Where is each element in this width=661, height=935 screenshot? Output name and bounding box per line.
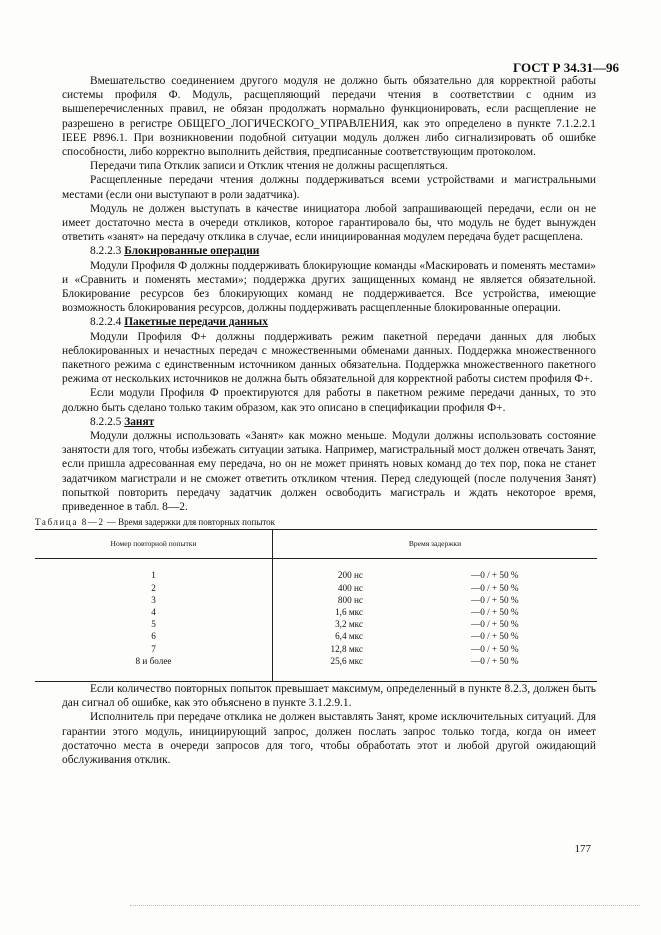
cell-delay: 3,2 мкс xyxy=(335,619,363,630)
table-row xyxy=(35,559,597,582)
section-number: 8.2.2.5 xyxy=(90,415,122,428)
cell-attempt: 2 xyxy=(35,582,273,594)
cell-tolerance: —0 / + 50 % xyxy=(419,655,597,682)
standard-header: ГОСТ Р 34.31—96 xyxy=(513,60,619,75)
cell-delay: 6,4 мкс xyxy=(335,631,363,642)
section-number: 8.2.2.3 xyxy=(90,245,122,258)
paragraph: Если модули Профиля Ф проектируются для работы в пакетном режиме передачи данных, то это должно быть сделано только таким образом, как это описано в спецификации профиля Ф+. xyxy=(62,387,596,414)
cell-delay: 1,6 мкс xyxy=(335,606,363,617)
section-title: Пакетные передачи данных xyxy=(124,316,268,329)
paragraph: Передачи типа Отклик записи и Отклик чтения не должны расщепляться. xyxy=(90,160,448,173)
paragraph: Модуль не должен выступать в качестве инициатора любой запрашивающей передачи, если он не имеет достаточно места в очереди откликов, которое гарантировало бы, что модуль не будет вынужден ответить «занят» на передачу отклика в случае, если инициированная модулем передача будет расщеплена. xyxy=(62,202,596,244)
page-content xyxy=(35,74,596,767)
cell-tolerance: —0 / + 50 % xyxy=(471,643,519,654)
cell-delay: 200 нс xyxy=(337,570,363,581)
cell-attempt: 4 xyxy=(35,606,273,618)
cell-attempt: 1 xyxy=(35,559,273,582)
table-row xyxy=(35,618,597,630)
table-row xyxy=(35,582,597,594)
section-number: 8.2.2.4 xyxy=(90,316,122,329)
table-row xyxy=(35,643,597,655)
paragraph: Модули Профиля Ф должны поддерживать блокирующие команды «Маскировать и поменять местами» и «Сравнить и поменять местами»; поддержка других защищенных команд не является обязательной. Блокирование ресурсов без блокирующих команд не поддерживается. Все устройства, имеющие возможность блокирования ресурсов, должны поддерживать расщепленные блокированные операции. xyxy=(62,259,596,315)
section-heading-8224 xyxy=(62,315,596,329)
cell-delay: 12,8 мкс xyxy=(330,643,363,654)
cell-delay: 25,6 мкс xyxy=(273,655,420,682)
section-heading-8225 xyxy=(62,415,596,429)
cell-attempt: 8 и более xyxy=(35,655,273,682)
table-row xyxy=(35,606,597,618)
cell-delay: 400 нс xyxy=(337,582,363,593)
table-row xyxy=(35,594,597,606)
paragraph: Вмешательство соединением другого модуля не должно быть обязательно для корректной работы системы профиля Ф. Модуль, расщепляющий передачи чтения в соответствии с одним из вышеперечисленных правил, не обязан продолжать нормально функционировать, если расщепление не разрешено в регистре ОБЩЕГО_ЛОГИЧЕСКОГО_УПРАВЛЕНИЯ, как это определено в пункте 7.1.2.2.1 IEEE P896.1. При возникновении подобной ситуации модуль должен либо сигнализировать об ошибке способности, либо корректно выполнить действия, предписанные соответствующим протоколом. xyxy=(62,75,596,159)
footer-scan-line xyxy=(130,905,640,908)
retry-delay-table xyxy=(35,529,597,682)
table-row xyxy=(35,655,597,682)
cell-tolerance: —0 / + 50 % xyxy=(471,594,519,605)
cell-tolerance: —0 / + 50 % xyxy=(471,619,519,630)
cell-delay: 800 нс xyxy=(337,594,363,605)
column-header-attempt: Номер повторной попытки xyxy=(35,530,273,559)
section-title: Блокированные операции xyxy=(124,245,260,258)
cell-attempt: 7 xyxy=(35,643,273,655)
table-row xyxy=(35,630,597,642)
section-heading-8223 xyxy=(62,244,596,258)
cell-tolerance: —0 / + 50 % xyxy=(471,582,519,593)
cell-tolerance: —0 / + 50 % xyxy=(471,631,519,642)
cell-attempt: 5 xyxy=(35,618,273,630)
paragraph: Модули Профиля Ф+ должны поддерживать режим пакетной передачи данных для любых неблокированных и нечастных передач с множественными обменами данных. Поддержка множественного пакетного режима с единственным источником данных обязательна. Поддержка множественного пакетного режима от нескольких источников не должна быть обязательной для корректной работы систем профиля Ф+. xyxy=(62,330,596,386)
cell-tolerance: —0 / + 50 % xyxy=(471,570,519,581)
cell-tolerance: —0 / + 50 % xyxy=(471,606,519,617)
paragraph: Расщепленные передачи чтения должны поддерживаться всеми устройствами и магистральными местами (если они выступают в роли задатчика). xyxy=(62,174,596,201)
table-caption xyxy=(35,517,596,528)
paragraph: Модули должны использовать «Занят» как можно меньше. Модули должны использовать состояние занятости для того, чтобы избежать ситуации затыка. Например, магистральный мост должен отвечать Занят, если пришла адресованная ему передача, но он не может принять новых команд до тех пор, пока не станет задатчиком магистрали и не сможет ответить откликом чтения. Перед следующей (после получения Занят) попыткой повторить передачу задатчик должен освободить магистраль и ждать некоторое время, приведенное в табл. 8—2. xyxy=(62,430,596,514)
cell-attempt: 3 xyxy=(35,594,273,606)
cell-attempt: 6 xyxy=(35,630,273,642)
section-title: Занят xyxy=(124,415,155,428)
paragraph: Если количество повторных попыток превышает максимум, определенный в пункте 8.2.3, должен быть дан сигнал об ошибке, как это объяснено в пункте 3.1.2.9.1. xyxy=(62,682,596,710)
column-header-delay: Время задержки xyxy=(273,530,598,559)
table-caption-prefix: Таблица 8—2 xyxy=(35,517,105,528)
page-number: 177 xyxy=(574,843,591,855)
paragraph: Исполнитель при передаче отклика не должен выставлять Занят, кроме исключительных ситуаций. Для гарантии этого модуль, инициирующий запрос, должен послать запрос только тогда, когда он имеет достаточно места в очереди запросов для того, чтобы обработать этот и любой другой ожидающий обслуживания отклик. xyxy=(62,711,596,766)
table-caption-text: — Время задержки для повторных попыток xyxy=(104,517,276,528)
